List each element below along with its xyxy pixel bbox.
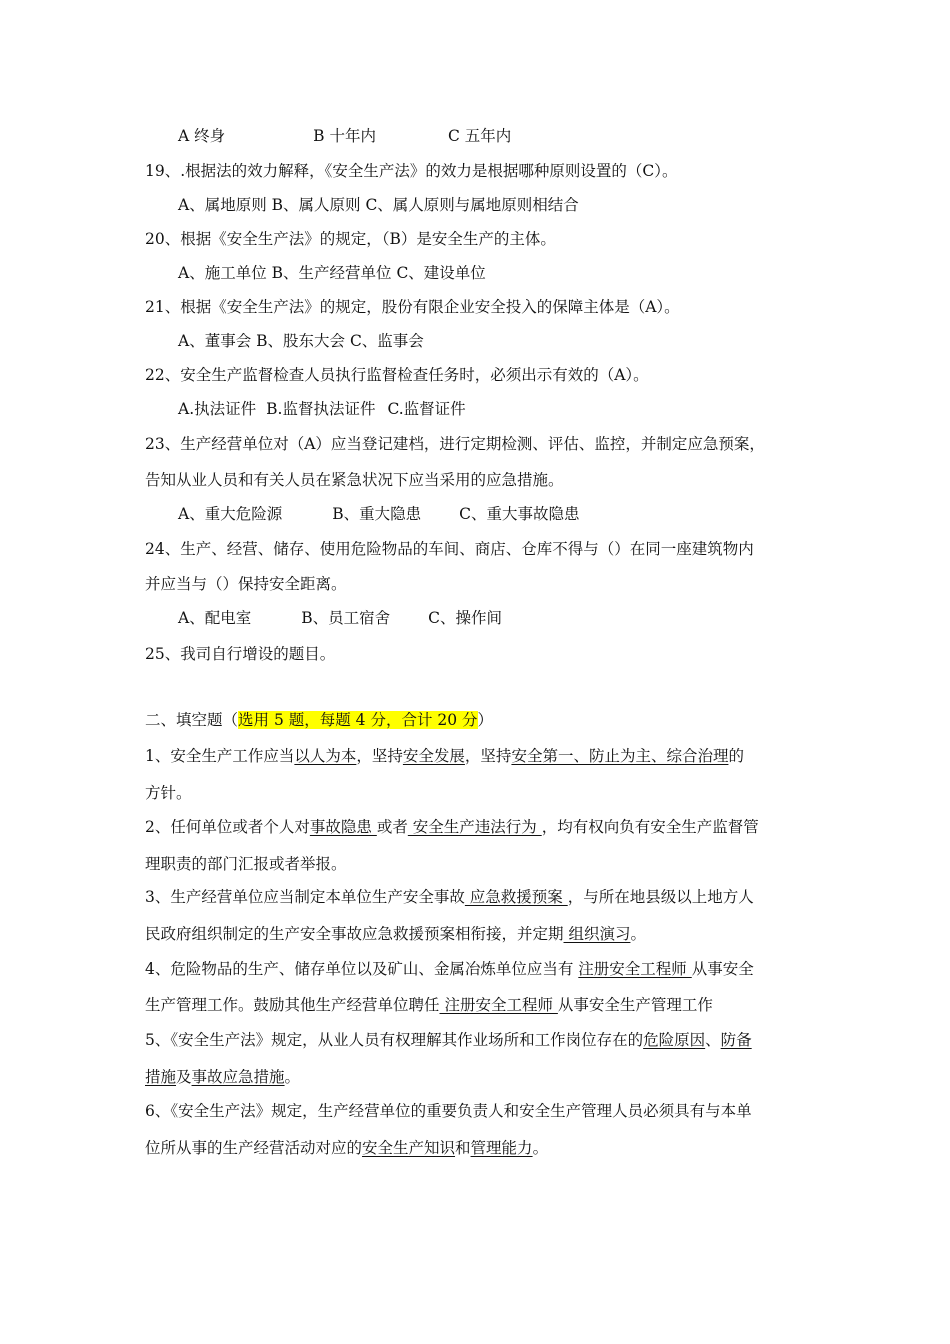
answer-blank: 事故应急措施	[191, 1068, 285, 1086]
q25-question: 25、我司自行增设的题目。	[145, 645, 336, 663]
option-b: B 十年内	[313, 127, 376, 145]
text: 。	[630, 925, 646, 943]
text: 1、安全生产工作应当	[145, 747, 295, 765]
fill-5-line2	[145, 1067, 300, 1087]
q24-question-line2: 并应当与（）保持安全距离。	[145, 575, 347, 593]
text: ，与所在地县级以上地方人	[567, 888, 754, 906]
option-a: A、配电室	[178, 609, 252, 627]
answer-blank: 安全生产违法行为	[407, 818, 542, 836]
text: 或者	[376, 818, 408, 836]
fill-2-line2: 理职责的部门汇报或者举报。	[145, 855, 347, 873]
text: 5、《安全生产法》规定，从业人员有权理解其作业场所和工作岗位存在的	[145, 1031, 644, 1049]
fill-5-line1	[145, 1030, 752, 1050]
fill-3-line2	[145, 924, 646, 944]
answer-blank: 注册安全工程师	[578, 960, 692, 978]
answer-blank: 以人为本	[294, 747, 357, 765]
q20-options: A、施工单位 B、生产经营单位 C、建设单位	[178, 264, 486, 282]
fill-6-line1: 6、《安全生产法》规定，生产经营单位的重要负责人和安全生产管理人员必须具有与本单	[145, 1102, 752, 1120]
answer-blank: 危险原因	[643, 1031, 706, 1049]
option-b: B、员工宿舍	[301, 609, 391, 627]
section-prefix: 二、填空题（	[145, 711, 239, 729]
text: ，均有权向负有安全生产监督管	[541, 818, 759, 836]
fill-3-line1	[145, 887, 754, 907]
q21-options: A、董事会 B、股东大会 C、监事会	[178, 332, 424, 350]
q24-question-line1: 24、生产、经营、储存、使用危险物品的车间、商店、仓库不得与（）在同一座建筑物内	[145, 540, 754, 558]
q19-options: A、属地原则 B、属人原则 C、属人原则与属地原则相结合	[178, 196, 579, 214]
option-b: B.监督执法证件	[266, 400, 376, 418]
q24-options	[178, 608, 502, 628]
text: 民政府组织制定的生产安全事故应急救援预案相衔接，并定期	[145, 925, 564, 943]
answer-blank: 注册安全工程师	[439, 996, 558, 1014]
text: 4、危险物品的生产、储存单位以及矿山、金属冶炼单位应当有	[145, 960, 579, 978]
option-b: B、重大隐患	[332, 505, 422, 523]
text: 2、任何单位或者个人对	[145, 818, 310, 836]
q23-question-line2: 告知从业人员和有关人员在紧急状况下应当采用的应急措施。	[145, 471, 564, 489]
text: 从事安全生产管理工作	[557, 996, 713, 1014]
answer-blank: 安全第一、防止为主、综合治理	[511, 747, 729, 765]
q22-question: 22、安全生产监督检查人员执行监督检查任务时，必须出示有效的（A）。	[145, 366, 649, 384]
q19-question: 19、.根据法的效力解释，《安全生产法》的效力是根据哪种原则设置的（C）。	[145, 162, 678, 180]
fill-2-line1	[145, 817, 759, 837]
q23-question-line1: 23、生产经营单位对（A）应当登记建档，进行定期检测、评估、监控，并制定应急预案，	[145, 435, 765, 453]
fill-1-line1	[145, 746, 744, 766]
answer-blank: 组织演习	[563, 925, 631, 943]
answer-blank: 防备	[720, 1031, 752, 1049]
answer-blank: 安全发展	[402, 747, 465, 765]
fill-4-line2	[145, 995, 713, 1015]
option-a: A.执法证件	[178, 400, 257, 418]
answer-blank: 措施	[145, 1068, 177, 1086]
text: 、	[705, 1031, 721, 1049]
q18-options	[178, 126, 511, 146]
option-a: A 终身	[178, 127, 226, 145]
answer-blank: 应急救援预案	[464, 888, 568, 906]
option-a: A、重大危险源	[178, 505, 283, 523]
text: 位所从事的生产经营活动对应的	[145, 1139, 363, 1157]
answer-blank: 安全生产知识	[362, 1139, 456, 1157]
q21-question: 21、根据《安全生产法》的规定，股份有限企业安全投入的保障主体是（A）。	[145, 298, 680, 316]
text: 。	[532, 1139, 549, 1157]
text: ，坚持	[356, 747, 403, 765]
answer-blank: 事故隐患	[309, 818, 377, 836]
text: 及	[176, 1068, 192, 1086]
text: 的	[728, 747, 744, 765]
q20-question: 20、根据《安全生产法》的规定，（B）是安全生产的主体。	[145, 230, 556, 248]
option-c: C 五年内	[447, 127, 512, 145]
option-c: C、重大事故隐患	[459, 505, 580, 523]
section-suffix: ）	[477, 711, 494, 729]
q23-options	[178, 504, 579, 524]
fill-1-line2: 方针。	[145, 784, 192, 802]
fill-6-line2	[145, 1138, 548, 1158]
text: 和	[455, 1139, 471, 1157]
answer-blank: 管理能力	[470, 1139, 533, 1157]
option-c: C.监督证件	[387, 400, 466, 418]
text: 。	[284, 1068, 301, 1086]
text: 生产管理工作。鼓励其他生产经营单位聘任	[145, 996, 440, 1014]
fill-4-line1	[145, 959, 754, 979]
text: 3、生产经营单位应当制定本单位生产安全事故	[145, 888, 465, 906]
section-heading	[145, 710, 493, 730]
text: 从事安全	[691, 960, 754, 978]
text: ，坚持	[464, 747, 512, 765]
q22-options	[178, 399, 466, 419]
section-highlight: 选用 5 题，每题 4 分，合计 20 分	[238, 711, 478, 729]
option-c: C、操作间	[428, 609, 502, 627]
